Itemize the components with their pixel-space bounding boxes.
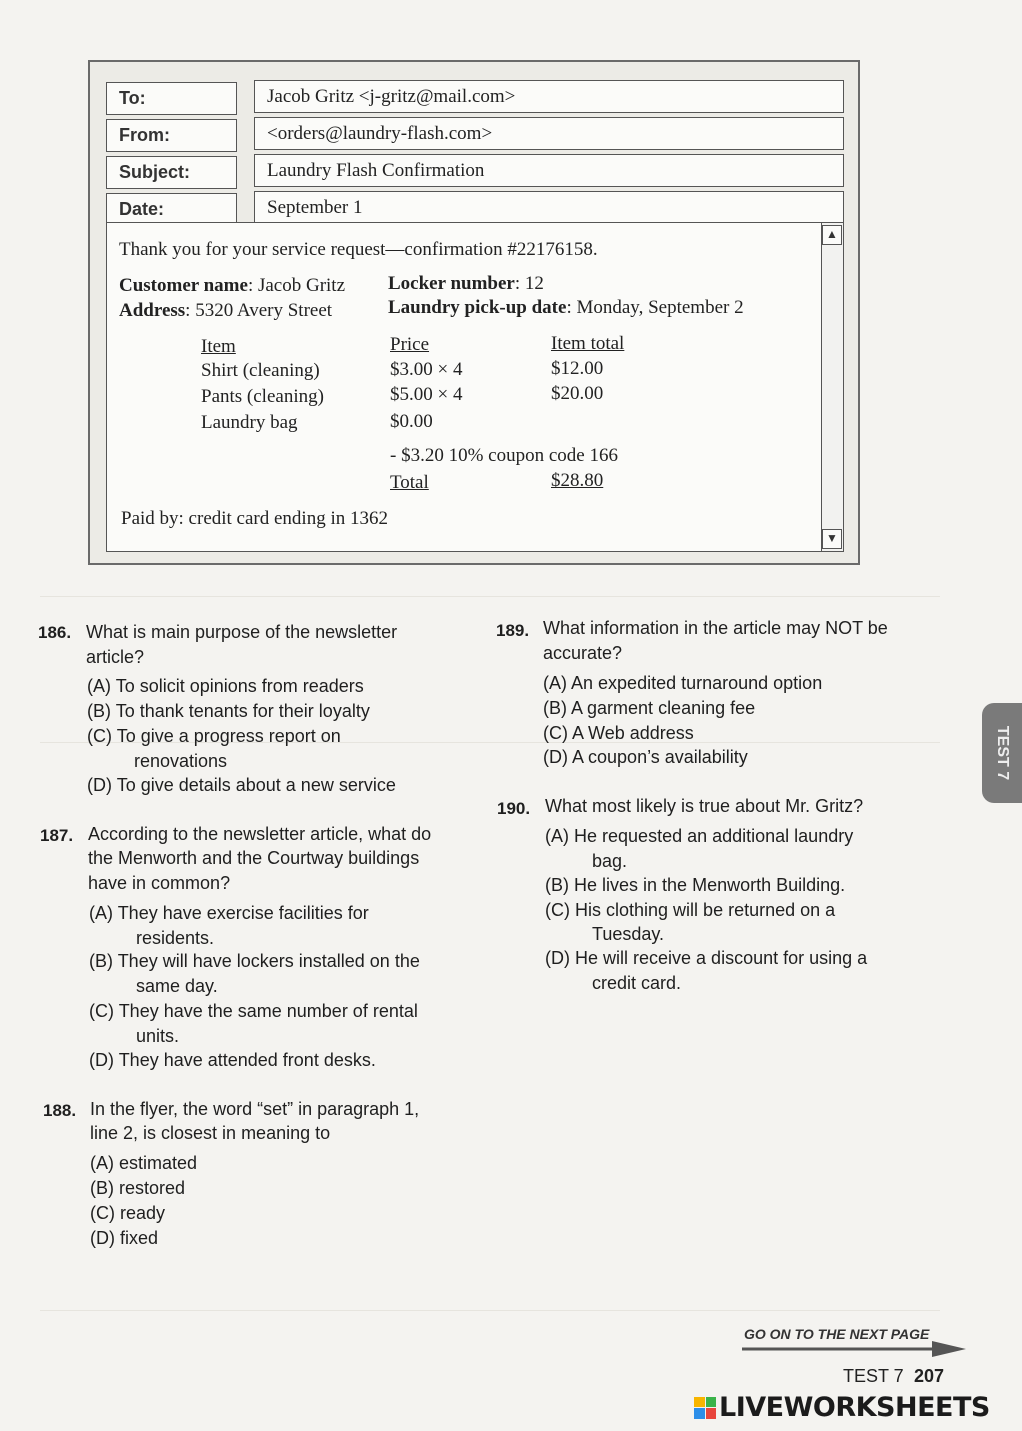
total-value: $28.80 [551, 470, 604, 491]
row-total: $12.00 [551, 358, 604, 379]
option-b[interactable]: (B) He lives in the Menworth Building. [545, 875, 846, 895]
option-b[interactable]: (B) A garment cleaning fee [543, 698, 756, 718]
question-stem: In the flyer, the word “set” in paragraph 1, [90, 1099, 420, 1119]
scroll-up-button[interactable]: ▲ [822, 225, 842, 245]
email-body [106, 222, 844, 552]
option-a-continued[interactable]: residents. [136, 928, 215, 948]
to-label: To: [106, 82, 237, 115]
subject-label: Subject: [106, 156, 237, 189]
date-label: Date: [106, 193, 237, 226]
to-field[interactable]: Jacob Gritz <j-gritz@mail.com> [254, 80, 844, 113]
option-a[interactable]: (A) An expedited turnaround option [543, 673, 823, 693]
page-number: 207 [914, 1366, 945, 1386]
row-item: Shirt (cleaning) [201, 360, 320, 381]
col-header-item-total: Item total [551, 333, 625, 354]
test-label: TEST 7 [843, 1366, 904, 1386]
question-number: 188. [43, 1101, 77, 1120]
subject-field[interactable]: Laundry Flash Confirmation [254, 154, 844, 187]
scroll-down-button[interactable]: ▼ [822, 529, 842, 549]
option-c[interactable]: (C) ready [90, 1203, 166, 1223]
option-c-continued[interactable]: renovations [134, 751, 228, 771]
question-stem: have in common? [88, 873, 231, 893]
background-rule [40, 596, 940, 597]
row-item: Laundry bag [201, 412, 298, 433]
option-a-continued[interactable]: bag. [592, 851, 628, 871]
pickup-date: Laundry pick-up date: Monday, September 2 [388, 297, 744, 318]
option-b-continued[interactable]: same day. [136, 976, 218, 996]
question-number: 186. [38, 623, 72, 642]
option-d[interactable]: (D) To give details about a new service [87, 775, 396, 795]
option-b[interactable]: (B) To thank tenants for their loyalty [87, 701, 370, 721]
liveworksheets-brand [694, 1392, 990, 1423]
row-price: $0.00 [390, 411, 433, 432]
liveworksheets-logo-icon [694, 1397, 716, 1419]
option-d[interactable]: (D) They have attended front desks. [89, 1050, 376, 1070]
option-d[interactable]: (D) fixed [90, 1228, 159, 1248]
question-number: 190. [497, 799, 531, 818]
paid-by: Paid by: credit card ending in 1362 [121, 508, 388, 529]
option-a[interactable]: (A) They have exercise facilities for [89, 903, 369, 923]
from-label: From: [106, 119, 237, 152]
question-stem: What information in the article may NOT be [543, 618, 888, 638]
option-c[interactable]: (C) His clothing will be returned on a [545, 900, 836, 920]
col-header-item: Item [201, 336, 236, 357]
option-b[interactable]: (B) They will have lockers installed on the [89, 951, 420, 971]
background-rule [40, 1310, 940, 1311]
go-on-label: GO ON TO THE NEXT PAGE [744, 1326, 930, 1342]
scrollbar[interactable] [821, 223, 843, 551]
question-number: 189. [496, 621, 530, 640]
confirmation-text: Thank you for your service request—confirmation #22176158. [119, 239, 598, 260]
row-price: $3.00 × 4 [390, 359, 463, 380]
question-stem: According to the newsletter article, what do [88, 824, 432, 844]
test-side-tab: TEST 7 [982, 703, 1022, 803]
from-field[interactable]: <orders@laundry-flash.com> [254, 117, 844, 150]
option-c-continued[interactable]: Tuesday. [592, 924, 665, 944]
option-a[interactable]: (A) To solicit opinions from readers [87, 676, 364, 696]
locker-number: Locker number: 12 [388, 273, 544, 294]
option-d[interactable]: (D) He will receive a discount for using a [545, 948, 868, 968]
option-c[interactable]: (C) To give a progress report on [87, 726, 341, 746]
question-stem: accurate? [543, 643, 623, 663]
col-header-price: Price [390, 334, 430, 355]
customer-name: Customer name: Jacob Gritz [119, 275, 346, 296]
brand-name: LIVEWORKSHEETS [719, 1392, 990, 1423]
arrow-right-icon [742, 1340, 966, 1358]
option-d[interactable]: (D) A coupon’s availability [543, 747, 748, 767]
option-b[interactable]: (B) restored [90, 1178, 186, 1198]
question-stem: line 2, is closest in meaning to [90, 1123, 331, 1143]
row-price: $5.00 × 4 [390, 384, 463, 405]
address: Address: 5320 Avery Street [119, 300, 333, 321]
row-item: Pants (cleaning) [201, 386, 324, 407]
row-total: $20.00 [551, 383, 604, 404]
option-c[interactable]: (C) A Web address [543, 723, 694, 743]
email-window [88, 60, 860, 565]
total-label: Total [390, 472, 429, 493]
question-stem: What is main purpose of the newsletter [86, 622, 398, 642]
coupon-line: - $3.20 10% coupon code 166 [390, 445, 618, 466]
question-stem: What most likely is true about Mr. Gritz? [545, 796, 864, 816]
option-d-continued[interactable]: credit card. [592, 973, 682, 993]
question-stem: article? [86, 647, 145, 667]
date-field[interactable]: September 1 [254, 191, 844, 224]
option-a[interactable]: (A) He requested an additional laundry [545, 826, 854, 846]
option-c-continued[interactable]: units. [136, 1026, 180, 1046]
question-stem: the Menworth and the Courtway buildings [88, 848, 420, 868]
question-number: 187. [40, 826, 74, 845]
option-a[interactable]: (A) estimated [90, 1153, 198, 1173]
option-c[interactable]: (C) They have the same number of rental [89, 1001, 418, 1021]
